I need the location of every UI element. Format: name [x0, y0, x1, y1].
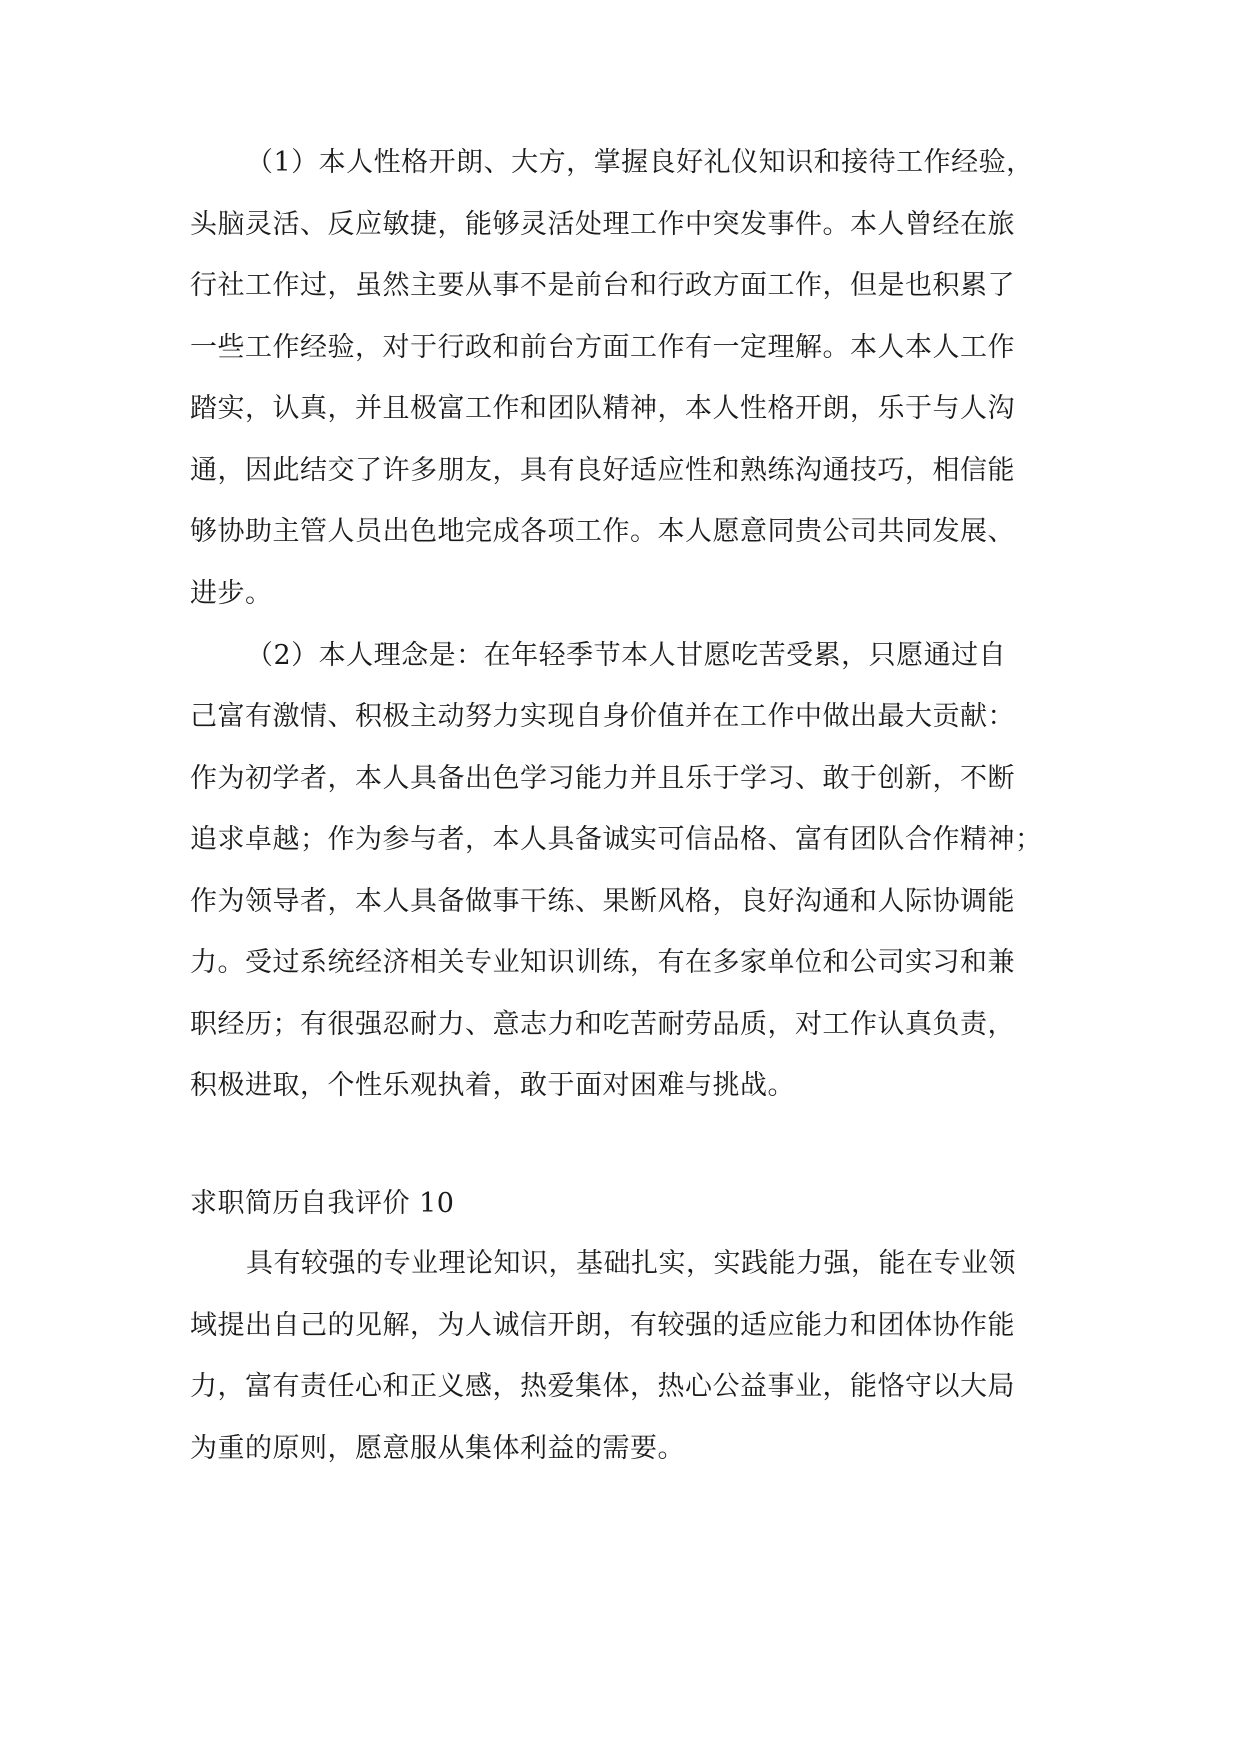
paragraph-1-line-6: 通，因此结交了许多朋友，具有良好适应性和熟练沟通技巧，相信能	[190, 455, 1015, 486]
paragraph-2-line-3: 作为初学者，本人具备出色学习能力并且乐于学习、敢于创新，不断	[190, 763, 1015, 794]
paragraph-3-line-3: 力，富有责任心和正义感，热爱集体，热心公益事业，能恪守以大局	[190, 1371, 1015, 1402]
paragraph-1-line-4: 一些工作经验，对于行政和前台方面工作有一定理解。本人本人工作	[190, 332, 1015, 363]
paragraph-3-line-1: 具有较强的专业理论知识，基础扎实，实践能力强，能在专业领	[246, 1248, 1016, 1279]
paragraph-3-line-4: 为重的原则，愿意服从集体利益的需要。	[190, 1433, 685, 1464]
paragraph-1-line-1: （1）本人性格开朗、大方，掌握良好礼仪知识和接待工作经验，	[246, 147, 1034, 178]
paragraph-2-line-8: 积极进取，个性乐观执着，敢于面对困难与挑战。	[190, 1070, 795, 1101]
paragraph-2-line-6: 力。受过系统经济相关专业知识训练，有在多家单位和公司实习和兼	[190, 947, 1015, 978]
paragraph-1-line-5: 踏实，认真，并且极富工作和团队精神，本人性格开朗，乐于与人沟	[190, 393, 1015, 424]
section-heading: 求职简历自我评价 10	[190, 1188, 455, 1219]
paragraph-1-line-2: 头脑灵活、反应敏捷，能够灵活处理工作中突发事件。本人曾经在旅	[190, 209, 1015, 240]
paragraph-2-line-4: 追求卓越；作为参与者，本人具备诚实可信品格、富有团队合作精神；	[190, 824, 1043, 855]
paragraph-3-line-2: 域提出自己的见解，为人诚信开朗，有较强的适应能力和团体协作能	[190, 1310, 1015, 1341]
paragraph-1-line-8: 进步。	[190, 578, 273, 609]
paragraph-2-line-7: 职经历；有很强忍耐力、意志力和吃苦耐劳品质，对工作认真负责，	[190, 1009, 1015, 1040]
paragraph-2-line-1: （2）本人理念是：在年轻季节本人甘愿吃苦受累，只愿通过自	[246, 640, 1007, 671]
paragraph-1-line-7: 够协助主管人员出色地完成各项工作。本人愿意同贵公司共同发展、	[190, 516, 1015, 547]
paragraph-2-line-5: 作为领导者，本人具备做事干练、果断风格，良好沟通和人际协调能	[190, 886, 1015, 917]
paragraph-1-line-3: 行社工作过，虽然主要从事不是前台和行政方面工作，但是也积累了	[190, 270, 1015, 301]
paragraph-2-line-2: 己富有激情、积极主动努力实现自身价值并在工作中做出最大贡献：	[190, 701, 1015, 732]
